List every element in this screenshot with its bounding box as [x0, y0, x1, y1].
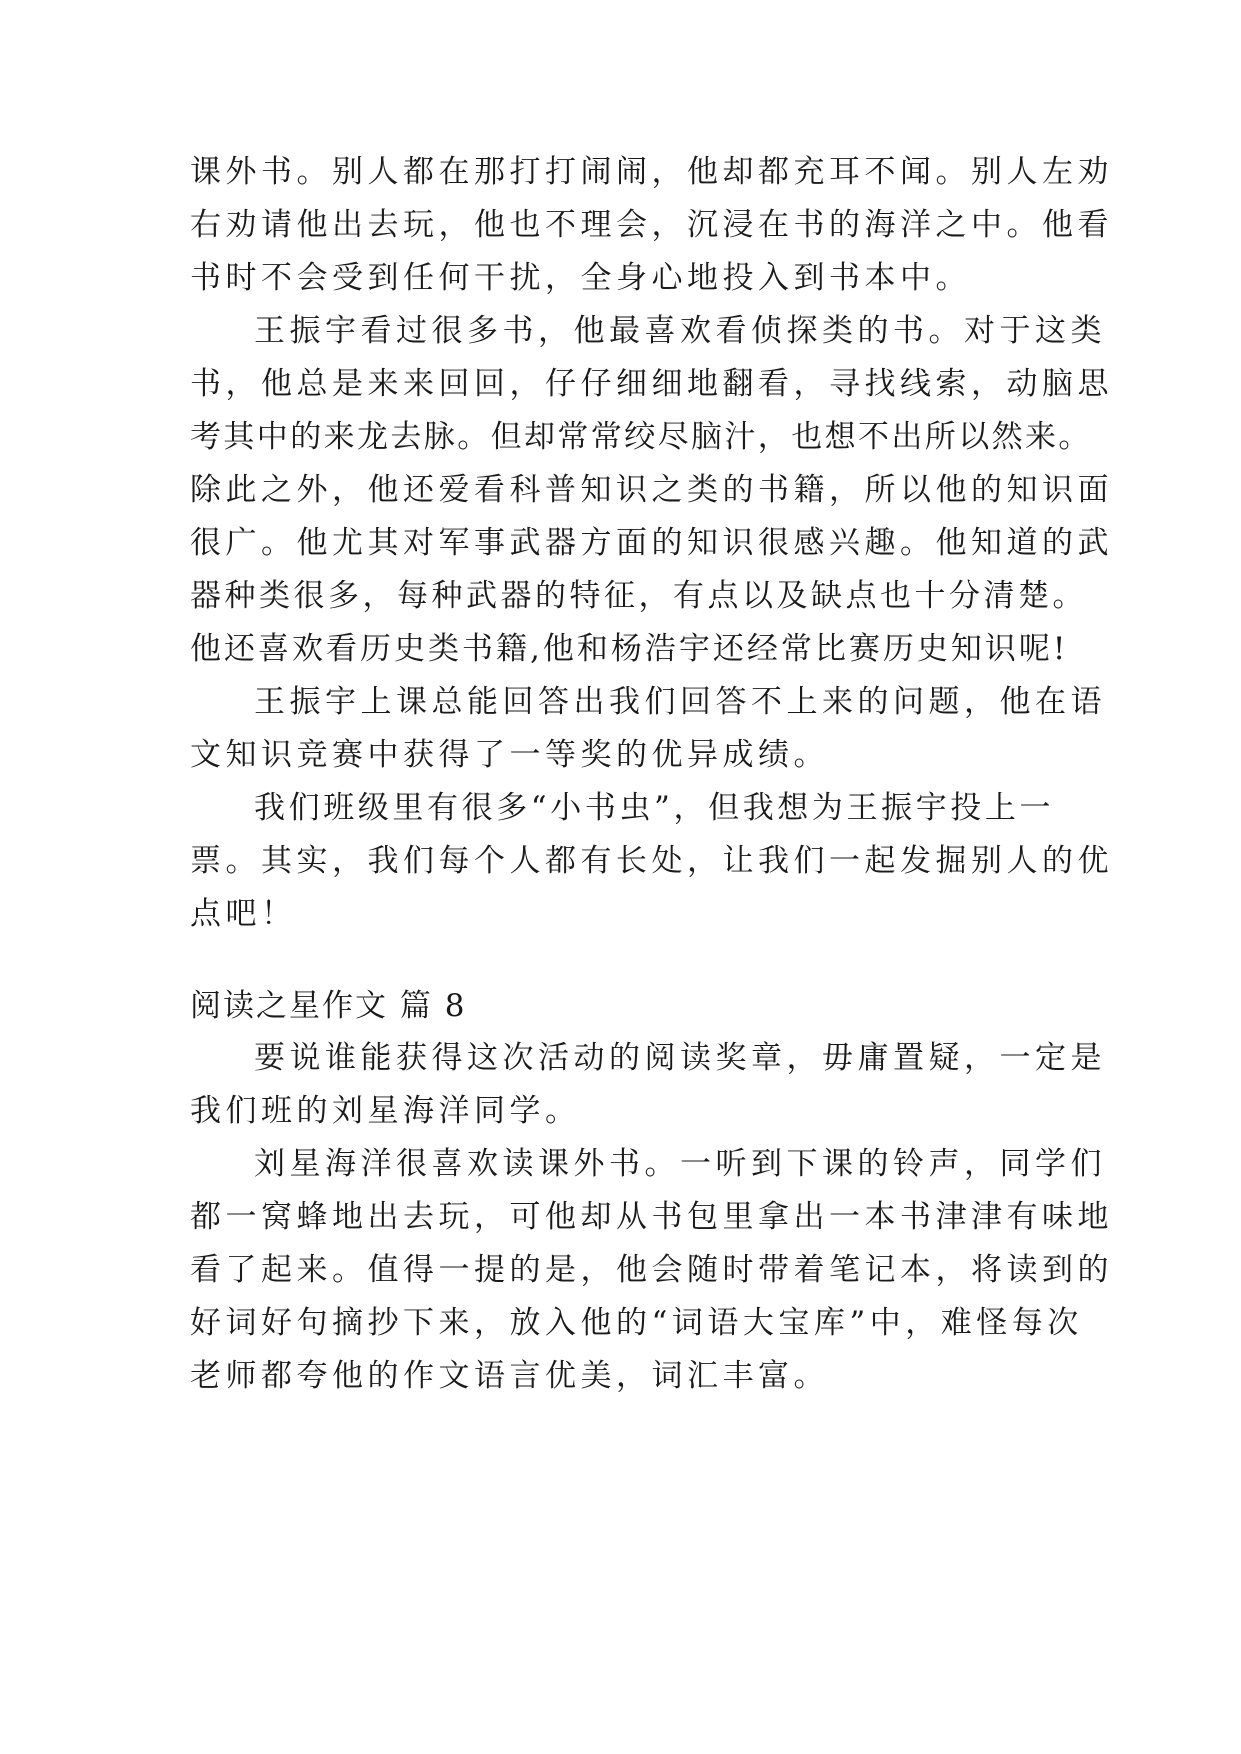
body-line: 文知识竞赛中获得了一等奖的优异成绩。	[190, 737, 829, 773]
body-line: 很广。他尤其对军事武器方面的知识很感兴趣。他知道的武	[190, 525, 1113, 561]
body-line: 票。其实，我们每个人都有长处，让我们一起发掘别人的优	[190, 843, 1113, 879]
body-line: 书，他总是来来回回，仔仔细细地翻看，寻找线索，动脑思	[190, 366, 1113, 402]
body-line: 好词好句摘抄下来，放入他的“词语大宝库”中，难怪每次	[190, 1305, 1083, 1341]
paragraph-first-line: 刘星海洋很喜欢读课外书。一听到下课的铃声，同学们	[254, 1146, 1106, 1182]
body-line: 书时不会受到任何干扰，全身心地投入到书本中。	[190, 260, 971, 296]
paragraph-first-line: 王振宇上课总能回答出我们回答不上来的问题，他在语	[254, 684, 1106, 720]
body-line: 右劝请他出去玩，他也不理会，沉浸在书的海洋之中。他看	[190, 207, 1113, 243]
body-line: 他还喜欢看历史类书籍,他和杨浩宇还经常比赛历史知识呢!	[190, 631, 1069, 667]
body-line: 考其中的来龙去脉。但却常常绞尽脑汁，也想不出所以然来。	[190, 419, 1092, 455]
section-heading: 阅读之星作文 篇 8	[190, 988, 467, 1024]
body-line: 都一窝蜂地出去玩，可他却从书包里拿出一本书津津有味地	[190, 1199, 1113, 1235]
body-line: 课外书。别人都在那打打闹闹，他却都充耳不闻。别人左劝	[190, 154, 1113, 190]
body-line: 器种类很多，每种武器的特征，有点以及缺点也十分清楚。	[190, 578, 1087, 614]
paragraph-first-line: 王振宇看过很多书，他最喜欢看侦探类的书。对于这类	[254, 313, 1106, 349]
body-line: 看了起来。值得一提的是，他会随时带着笔记本，将读到的	[190, 1252, 1113, 1288]
body-line: 点吧！	[190, 896, 297, 932]
body-line: 老师都夸他的作文语言优美，词汇丰富。	[190, 1358, 829, 1394]
paragraph-first-line: 要说谁能获得这次活动的阅读奖章，毋庸置疑，一定是	[254, 1040, 1106, 1076]
paragraph-first-line: 我们班级里有很多“小书虫”，但我想为王振宇投上一	[254, 790, 1055, 826]
body-line: 我们班的刘星海洋同学。	[190, 1093, 581, 1129]
body-line: 除此之外，他还爱看科普知识之类的书籍，所以他的知识面	[190, 472, 1113, 508]
